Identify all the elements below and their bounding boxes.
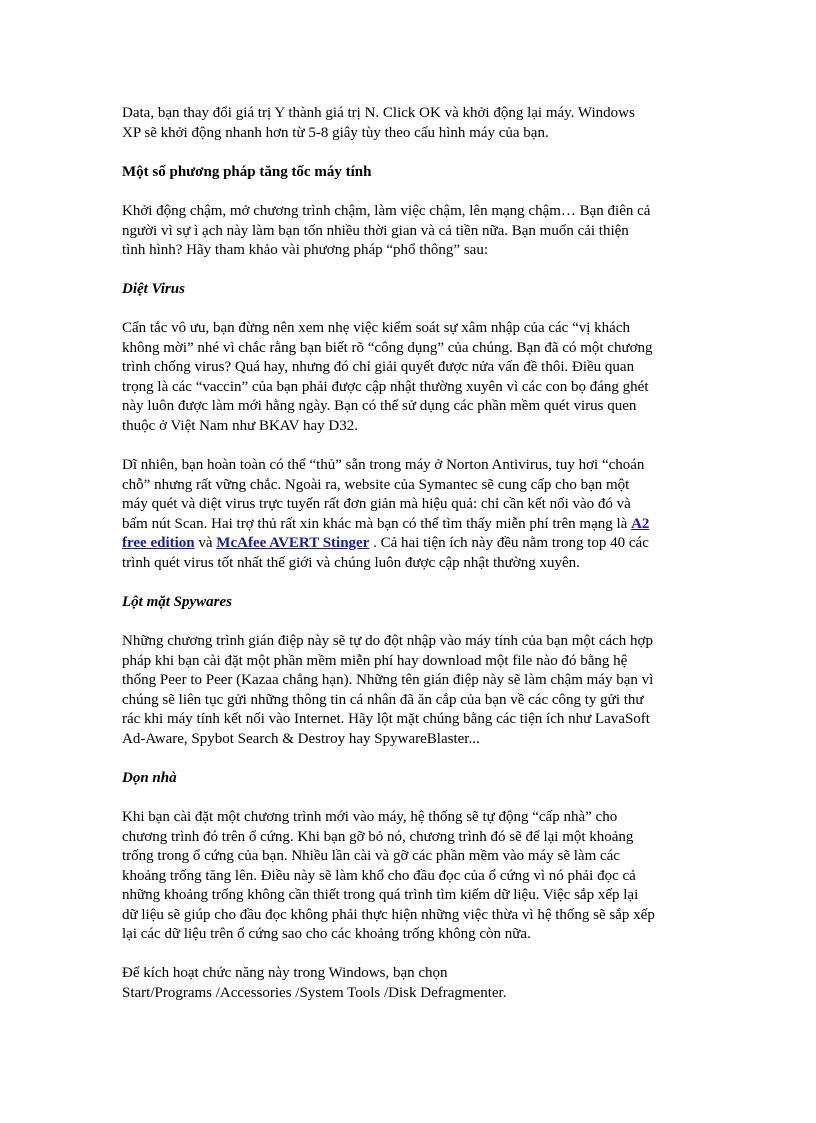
text-line: máy quét và diệt virus trực tuyến rất đơn giản mà hiệu quả: chỉ cần kết nối vào đó và (122, 496, 631, 512)
text-line: trình chống virus? Quá hay, nhưng đó chỉ giải quyết được nửa vấn đề thôi. Điều quan (122, 359, 635, 375)
text-line: không mời” nhé vì chắc rằng bạn biết rõ “công dụng” của chúng. Bạn đã có một chương (122, 339, 653, 356)
text-line: lại các dữ liệu trên ổ cứng sao cho các khoảng trống không còn nữa. (122, 926, 531, 942)
text-line: XP sẽ khởi động nhanh hơn từ 5-8 giây tùy theo cấu hình máy của bạn. (122, 124, 549, 141)
section-heading-cleanup: Dọn nhà (122, 770, 177, 786)
section-heading-methods: Một số phương pháp tăng tốc máy tính (122, 164, 372, 180)
intro-paragraph (122, 104, 694, 143)
text-line: Cẩn tắc vô ưu, bạn đừng nên xem nhẹ việc kiểm soát sự xâm nhập của các “vị khách (122, 320, 630, 336)
text-segment: và (194, 535, 217, 551)
section-heading-spyware: Lột mặt Spywares (122, 594, 233, 610)
text-line: trọng là các “vaccin” của bạn phải được cập nhật thường xuyên vì các con bọ đáng ghét (122, 378, 649, 395)
text-line: Khởi động chậm, mở chương trình chậm, làm việc chậm, lên mạng chậm… Bạn điên cả (122, 203, 651, 219)
text-line: Khi bạn cài đặt một chương trình mới vào máy, hệ thống sẽ tự động “cấp nhà” cho (122, 809, 618, 825)
text-line: thống Peer to Peer (Kazaa chẳng hạn). Những tên gián điệp này sẽ làm chậm máy bạn vì (122, 672, 654, 688)
text-line (122, 534, 694, 554)
text-line: Data, bạn thay đổi giá trị Y thành giá trị N. Click OK và khởi động lại máy. Windows (122, 105, 635, 121)
text-line: chỗ” nhưng rất vững chắc. Ngoài ra, website của Symantec sẽ cung cấp cho bạn một (122, 476, 630, 493)
spyware-paragraph (122, 632, 694, 749)
methods-intro-paragraph (122, 202, 694, 261)
text-line: Những chương trình gián điệp này sẽ tự do đột nhập vào máy tính của bạn một cách hợp (122, 633, 653, 649)
text-line: chúng sẽ liên tục gửi những thông tin cá nhân đã ăn cắp của bạn về các công ty gửi thư (122, 691, 644, 708)
text-line: dữ liệu sẽ giúp cho đầu đọc không phải thực hiện những việc thừa vì hệ thống sẽ sắp xếp (122, 906, 655, 923)
text-line: Ad-Aware, Spybot Search & Destroy hay SpywareBlaster... (122, 730, 480, 747)
section-heading-virus: Diệt Virus (122, 281, 185, 297)
text-line: Để kích hoạt chức năng này trong Windows, bạn chọn (122, 965, 448, 981)
defrag-paragraph (122, 964, 694, 1003)
text-line: người vì sự ì ạch này làm bạn tốn nhiều thời gian và cả tiền nữa. Bạn muốn cải thiện (122, 222, 629, 239)
text-line: này luôn được làm mới hằng ngày. Bạn có thể sử dụng các phần mềm quét virus quen (122, 398, 637, 414)
text-segment: bấm nút Scan. Hai trợ thủ rất xin khác mà bạn có thể tìm thấy miễn phí trên mạng là (122, 515, 632, 532)
a2-link[interactable]: A2 (631, 515, 650, 532)
text-line: trình quét virus tốt nhất thế giới và chúng luôn được cập nhật thường xuyên. (122, 554, 580, 571)
mcafee-avert-stinger-link[interactable]: McAfee AVERT Stinger (216, 535, 370, 551)
text-line: Start/Programs /Accessories /System Tools /Disk Defragmenter. (122, 984, 507, 1001)
text-line: pháp khi bạn cài đặt một phần mềm miễn phí hay download một file nào đó bằng hệ (122, 652, 628, 669)
text-line: rác khi máy tính kết nối vào Internet. Hãy lột mặt chúng bằng các tiện ích như LavaSoft (122, 711, 650, 727)
text-line: những khoảng trống không cần thiết trong quá trình tìm kiếm dữ liệu. Việc sắp xếp lại (122, 887, 639, 903)
text-line: chương trình đó trên ổ cứng. Khi bạn gỡ bỏ nó, chương trình đó sẽ để lại một khoảng (122, 828, 634, 845)
text-segment: . Cả hai tiện ích này đều nằm trong top 40 các (369, 535, 649, 551)
text-line: tình hình? Hãy tham khảo vài phương pháp “phổ thông” sau: (122, 242, 488, 258)
virus-paragraph-2 (122, 456, 694, 573)
text-line: khoảng trống tăng lên. Điều này sẽ làm khổ cho đầu đọc của ổ cứng vì nó phải đọc cả (122, 867, 636, 884)
text-line: Dĩ nhiên, bạn hoàn toàn có thể “thủ” sẵn trong máy ở Norton Antivirus, tuy hơi “choán (122, 457, 645, 473)
text-line (122, 515, 694, 535)
cleanup-paragraph (122, 808, 694, 945)
a2-free-edition-link[interactable]: free edition (122, 535, 195, 551)
text-line: thuộc ở Việt Nam như BKAV hay D32. (122, 417, 358, 434)
virus-paragraph-1 (122, 319, 694, 436)
text-line: trống trong ổ cứng của bạn. Nhiều lần cài và gỡ các phần mềm vào máy sẽ làm các (122, 848, 620, 864)
